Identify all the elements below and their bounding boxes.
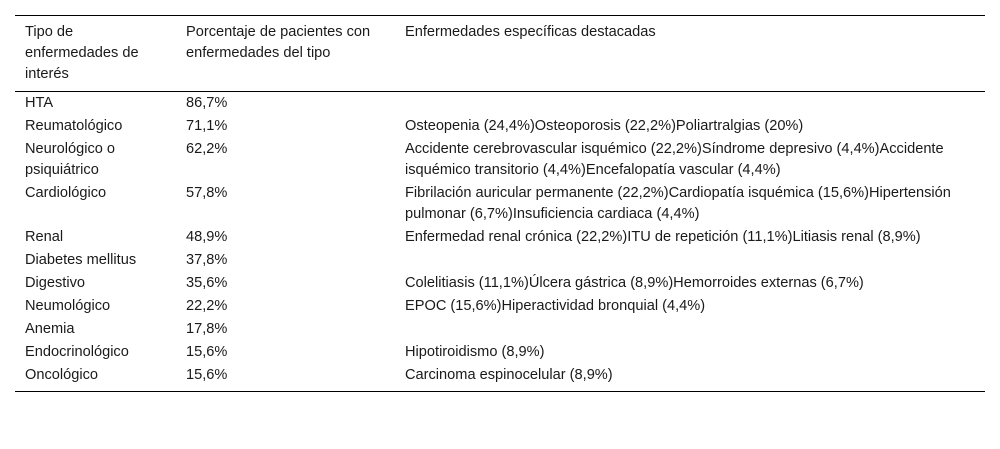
row-type: HTA: [25, 95, 54, 111]
row-type: Renal: [25, 229, 64, 245]
row-diseases: Hipotiroidismo (8,9%): [405, 344, 545, 360]
row-type: Endocrinológico: [25, 344, 129, 360]
disease-table: [15, 15, 985, 392]
row-diseases: Enfermedad renal crónica (22,2%)ITU de repetición (11,1%)Litiasis renal (8,9%): [405, 229, 921, 245]
row-diseases: Fibrilación auricular permanente (22,2%)Cardiopatía isquémica (15,6%)Hipertensión pulmonar (6,7%)Insuficiencia cardiaca (4,4%): [405, 185, 951, 222]
row-diseases: [395, 318, 985, 341]
table-row: [15, 226, 985, 249]
row-percent: 35,6%: [186, 275, 228, 291]
row-type: Oncológico: [15, 364, 176, 392]
row-type: Reumatológico: [25, 118, 123, 134]
table-row: [15, 92, 985, 116]
row-type: Digestivo: [25, 275, 86, 291]
row-type: Diabetes mellitus: [25, 252, 137, 268]
table-row: [15, 138, 985, 182]
row-diseases: EPOC (15,6%)Hiperactividad bronquial (4,4%): [405, 298, 706, 314]
table-row: [15, 182, 985, 226]
row-diseases: Carcinoma espinocelular (8,9%): [395, 364, 985, 392]
row-percent: 22,2%: [186, 298, 228, 314]
table-row: [15, 249, 985, 272]
table-row: [15, 295, 985, 318]
table-row: [15, 364, 985, 392]
header-disease-type: Tipo de enfermedades de interés: [15, 16, 176, 92]
row-diseases: [395, 92, 985, 116]
row-percent: 37,8%: [186, 252, 228, 268]
row-percent: 86,7%: [186, 95, 228, 111]
header-patient-percentage: Porcentaje de pacientes con enfermedades del tipo: [176, 16, 395, 92]
row-percent: 15,6%: [176, 364, 395, 392]
row-percent: 62,2%: [186, 141, 228, 157]
row-percent: 15,6%: [186, 344, 228, 360]
row-type: Cardiológico: [25, 185, 107, 201]
table-row: [15, 318, 985, 341]
table-header-row: [15, 16, 985, 92]
row-percent: 71,1%: [186, 118, 228, 134]
row-type: Neumológico: [25, 298, 111, 314]
table-row: [15, 115, 985, 138]
row-percent: 48,9%: [186, 229, 228, 245]
row-diseases: [395, 249, 985, 272]
row-diseases: Colelitiasis (11,1%)Úlcera gástrica (8,9%)Hemorroides externas (6,7%): [405, 275, 864, 291]
table-row: [15, 341, 985, 364]
table-body: [15, 92, 985, 392]
row-type: Neurológico o psiquiátrico: [25, 141, 116, 178]
table-row: [15, 272, 985, 295]
row-type: Anemia: [25, 321, 75, 337]
disease-table-container: [15, 15, 985, 392]
row-diseases: Osteopenia (24,4%)Osteoporosis (22,2%)Poliartralgias (20%): [405, 118, 804, 134]
row-diseases: Accidente cerebrovascular isquémico (22,2%)Síndrome depresivo (4,4%)Accidente isquémico transitorio (4,4%)Encefalopatía vascular (4,4%): [405, 141, 944, 178]
header-specific-diseases: Enfermedades específicas destacadas: [395, 16, 985, 92]
row-percent: 17,8%: [186, 321, 228, 337]
row-percent: 57,8%: [186, 185, 228, 201]
